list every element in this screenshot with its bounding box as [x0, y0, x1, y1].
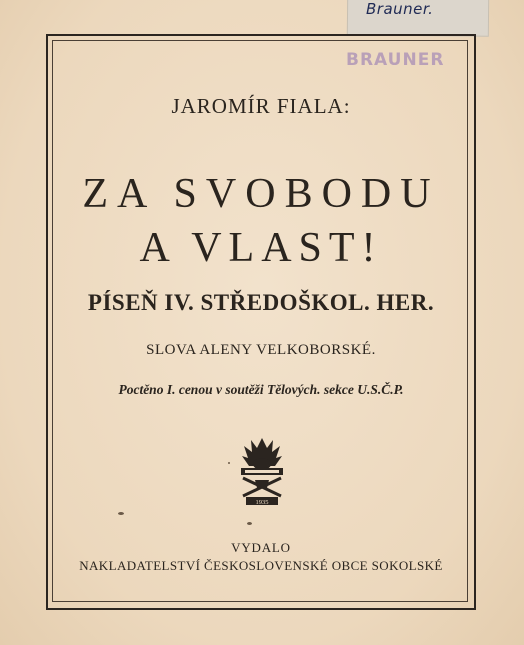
emblem-year: 1935 — [255, 498, 269, 506]
library-stamp: BRAUNER — [346, 50, 445, 70]
lyrics-credit: SLOVA ALENY VELKOBORSKÉ. — [146, 342, 376, 358]
handwritten-name: Brauner. — [366, 0, 434, 18]
paper-speck — [228, 462, 230, 464]
award-note: Poctěno I. cenou v soutěži Tělových. sekce U.S.Č.P. — [118, 382, 404, 397]
sokol-falcon-emblem-icon — [237, 434, 287, 508]
paper-speck — [118, 512, 124, 515]
title-line-2: A VLAST! — [139, 225, 383, 271]
publisher-line-1: VYDALO — [231, 540, 291, 555]
title-line-1: ZA SVOBODU — [82, 171, 440, 217]
author-name: JAROMÍR FIALA: — [171, 94, 351, 118]
subtitle: PÍSEŇ IV. STŘEDOŠKOL. HER. — [87, 290, 435, 315]
publisher-line-2: NAKLADATELSTVÍ ČESKOSLOVENSKÉ OBCE SOKOLSKÉ — [79, 558, 443, 573]
paper-speck — [247, 522, 252, 525]
cover-frame-inner — [52, 40, 468, 602]
